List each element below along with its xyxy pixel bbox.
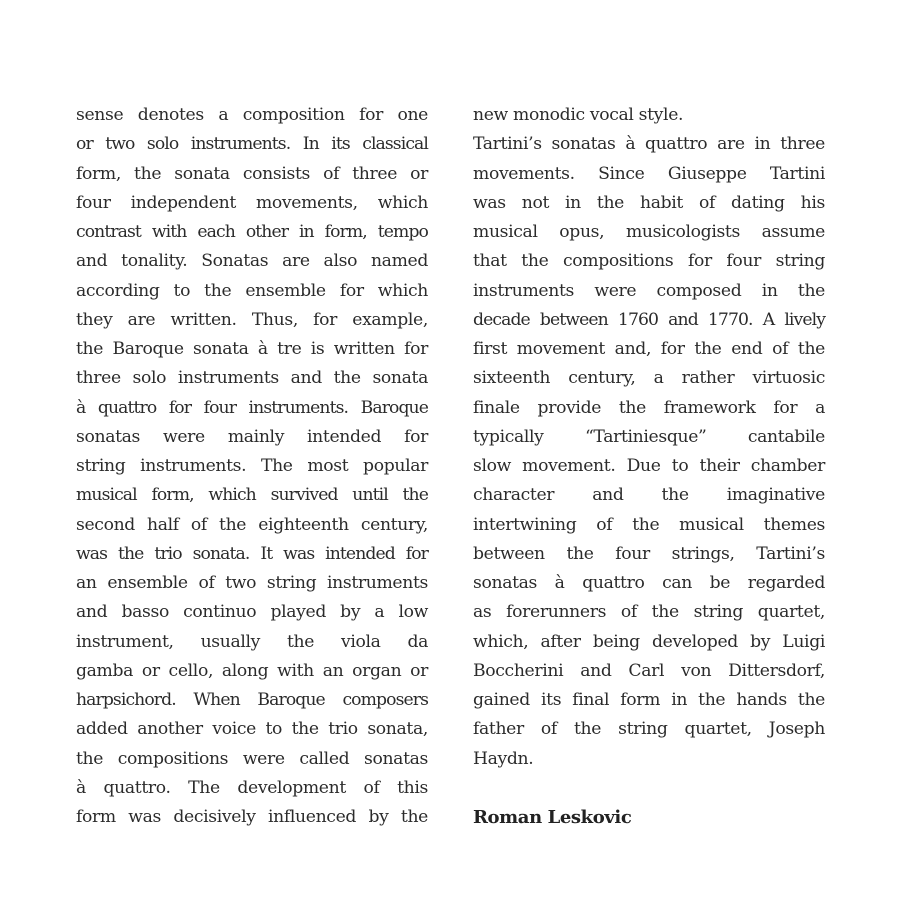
text-line: new monodic vocal style. bbox=[473, 105, 684, 125]
text-line: finale provide the framework for a bbox=[473, 397, 825, 418]
text-line: as forerunners of the string quartet, bbox=[473, 602, 825, 623]
right-text-column bbox=[473, 101, 825, 832]
left-text-column bbox=[76, 101, 428, 832]
text-line: was the trio sonata. It was intended for bbox=[76, 543, 428, 564]
text-line: or two solo instruments. In its classical bbox=[76, 134, 428, 155]
text-line: four independent movements, which bbox=[76, 192, 428, 213]
text-line: typically “Tartiniesque” cantabile bbox=[473, 426, 825, 447]
text-line: father of the string quartet, Joseph bbox=[473, 719, 825, 740]
text-line: the Baroque sonata à tre is written for bbox=[76, 339, 428, 359]
text-line: sixteenth century, a rather virtuosic bbox=[473, 368, 825, 389]
text-line: the compositions were called sonatas bbox=[76, 748, 428, 769]
text-line: which, after being developed by Luigi bbox=[473, 631, 825, 652]
text-line: second half of the eighteenth century, bbox=[76, 514, 428, 535]
text-line: slow movement. Due to their chamber bbox=[473, 456, 825, 476]
text-line: contrast with each other in form, tempo bbox=[76, 222, 428, 242]
text-line: and tonality. Sonatas are also named bbox=[76, 251, 428, 272]
text-line: instruments were composed in the bbox=[473, 280, 825, 301]
text-line: that the compositions for four string bbox=[473, 251, 825, 272]
text-line: form, the sonata consists of three or bbox=[76, 163, 428, 184]
text-line: character and the imaginative bbox=[473, 485, 825, 506]
text-line: and basso continuo played by a low bbox=[76, 602, 428, 623]
paragraph-spacer bbox=[473, 774, 825, 803]
text-line: Haydn. bbox=[473, 748, 534, 769]
text-line: was not in the habit of dating his bbox=[473, 192, 825, 213]
text-line: form was decisively influenced by the bbox=[76, 807, 428, 827]
text-line: added another voice to the trio sonata, bbox=[76, 719, 428, 740]
text-line: musical form, which survived until the bbox=[76, 485, 428, 506]
text-line: according to the ensemble for which bbox=[76, 280, 428, 301]
text-line: intertwining of the musical themes bbox=[473, 514, 825, 535]
text-line: Tartini’s sonatas à quattro are in three bbox=[473, 134, 825, 155]
text-line: movements. Since Giuseppe Tartini bbox=[473, 163, 825, 184]
text-line: harpsichord. When Baroque composers bbox=[76, 690, 428, 710]
text-line: decade between 1760 and 1770. A lively bbox=[473, 309, 825, 330]
text-line: an ensemble of two string instruments bbox=[76, 573, 428, 593]
text-line: sonatas à quattro can be regarded bbox=[473, 573, 825, 593]
text-line: three solo instruments and the sonata bbox=[76, 368, 428, 389]
text-line: between the four strings, Tartini’s bbox=[473, 543, 825, 564]
text-line: they are written. Thus, for example, bbox=[76, 309, 428, 330]
text-line: à quattro. The development of this bbox=[76, 777, 428, 798]
text-line: à quattro for four instruments. Baroque bbox=[76, 397, 428, 418]
text-line: gamba or cello, along with an organ or bbox=[76, 660, 428, 681]
text-line: Boccherini and Carl von Dittersdorf, bbox=[473, 660, 825, 681]
text-line: string instruments. The most popular bbox=[76, 456, 428, 476]
author-signature: Roman Leskovic bbox=[473, 807, 632, 828]
text-line: sonatas were mainly intended for bbox=[76, 426, 428, 447]
text-line: sense denotes a composition for one bbox=[76, 105, 428, 125]
text-line: musical opus, musicologists assume bbox=[473, 222, 825, 242]
text-line: gained its final form in the hands the bbox=[473, 690, 825, 710]
text-line: instrument, usually the viola da bbox=[76, 631, 428, 652]
text-line: first movement and, for the end of the bbox=[473, 339, 825, 359]
